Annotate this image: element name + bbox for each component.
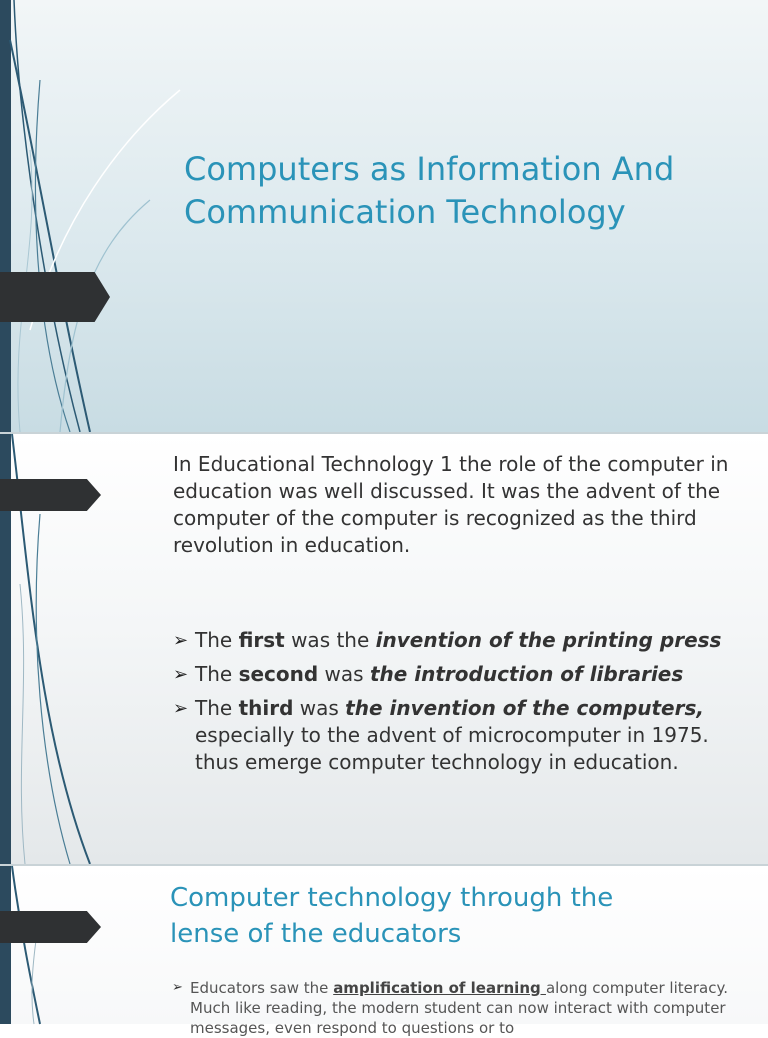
decorative-swirl-lines: [0, 866, 100, 1024]
list-item: ➢ The first was the invention of the printing press: [173, 628, 722, 652]
arrow-bullet-icon: ➢: [173, 664, 189, 685]
intro-paragraph: In Educational Technology 1 the role of the computer in education was well discussed. It was the advent of the computer of the computer is recognized as the third revolution in education.: [173, 452, 729, 557]
slide-title: [184, 148, 754, 234]
slide-title: [170, 880, 750, 952]
title-line-1: Computer technology through the: [170, 883, 614, 913]
decorative-swirl-lines: [0, 0, 200, 432]
title-line-1: Computers as Information And: [184, 150, 675, 188]
content-slide: [0, 434, 768, 864]
revolution-list: [173, 627, 748, 783]
title-line-2: lense of the educators: [170, 919, 462, 949]
list-item: ➢ The second was the introduction of libraries: [173, 662, 684, 686]
arrow-bullet-icon: ➢: [173, 630, 189, 651]
title-line-2: Communication Technology: [184, 193, 626, 231]
arrow-bullet-icon: ➢: [172, 980, 183, 995]
slide-tag-shape: [0, 479, 101, 511]
slide-tag-shape: [0, 272, 110, 322]
slide-tag-shape: [0, 911, 101, 943]
title-slide: [0, 0, 768, 432]
list-item: ➢ Educators saw the amplification of learning along computer literacy. Much like reading, the modern student can now interact with computer messages, even respond to questions or to: [172, 979, 728, 1037]
educators-slide: [0, 866, 768, 1037]
list-item: ➢ The third was the invention of the computers, especially to the advent of microcomputer in 1975. thus emerge computer technology in education.: [173, 696, 709, 774]
arrow-bullet-icon: ➢: [173, 698, 189, 719]
